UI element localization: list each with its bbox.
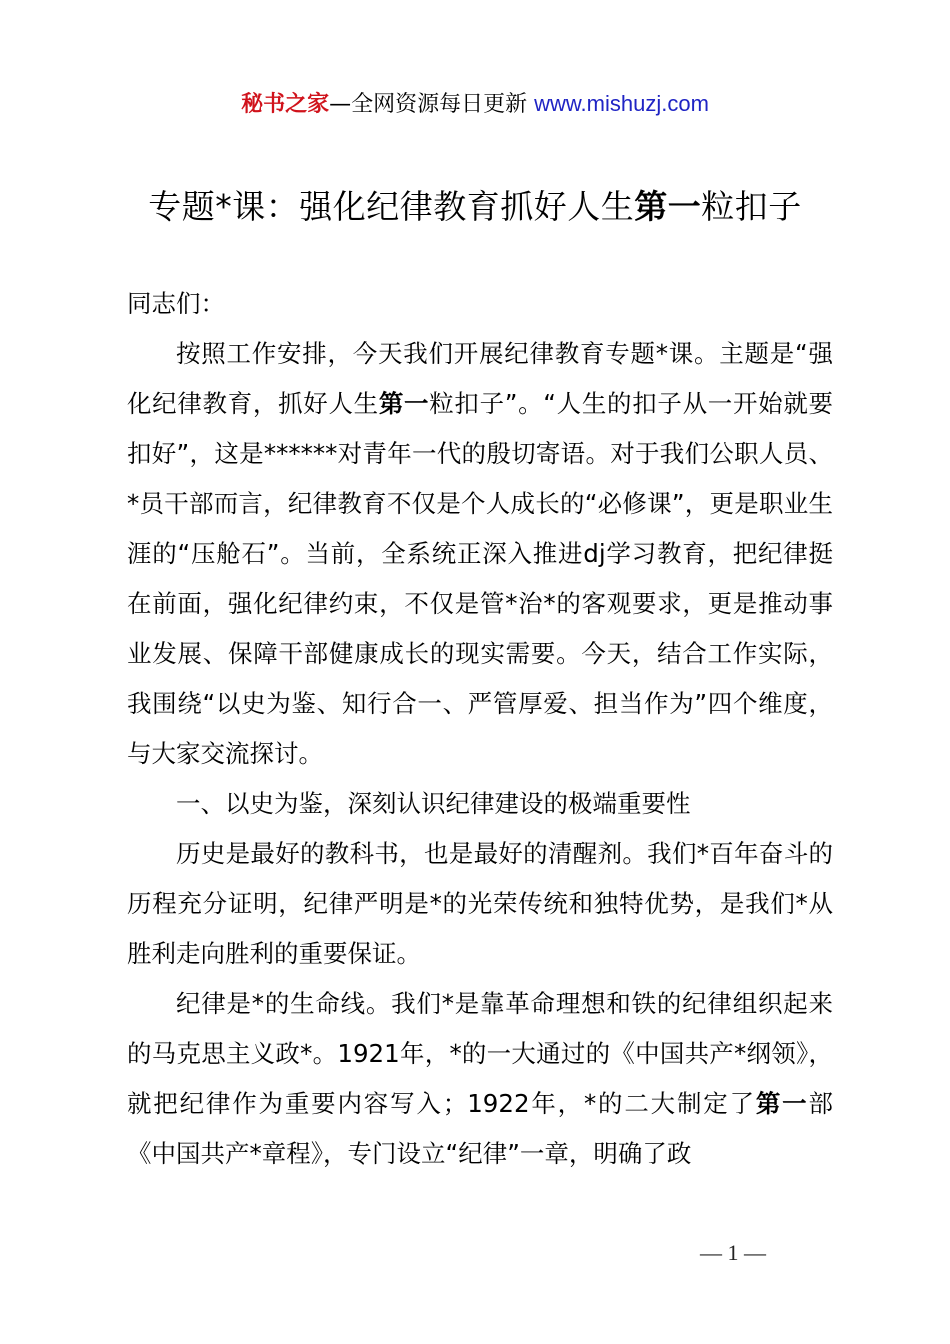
title-part2: 粒扣子 (701, 187, 802, 226)
paragraph-lifeline-bold: 第一 (755, 1089, 809, 1118)
header-url-link[interactable]: www.mishuzj.com (534, 91, 709, 116)
brand-name: 秘书之家 (241, 92, 330, 117)
section-heading-1: 一、以史为鉴，深刻认识纪律建设的极端重要性 (176, 789, 691, 818)
salutation: 同志们： (127, 289, 225, 318)
paragraph-lifeline-part2: 部《中国共产*章程》，专门设立“纪律”一章，明确了政 (127, 1089, 833, 1168)
paragraph-lifeline (127, 979, 833, 1179)
page-number: — 1 — (700, 1240, 766, 1265)
paragraph-lifeline-part1: 纪律是*的生命线。我们*是靠革命理想和铁的纪律组织起来的马克思主义政*。1921年，*的一大通过的《中国共产*纲领》，就把纪律作为重要内容写入；1922年，*的二大制定了 (127, 989, 833, 1118)
paragraph-intro-bold: 第一 (378, 389, 430, 418)
title-part1: 专题*课：强化纪律教育抓好人生 (148, 187, 635, 226)
paragraph-intro (127, 329, 833, 779)
document-title (0, 182, 950, 232)
document-body (127, 279, 833, 1179)
paragraph-intro-part2: 粒扣子”。“人生的扣子从一开始就要扣好”，这是******对青年一代的殷切寄语。对于我们公职人员、*员干部而言，纪律教育不仅是个人成长的“必修课”，更是职业生涯的“压舱石”。当前，全系统正深入推进dj学习教育，把纪律挺在前面，强化纪律约束，不仅是管*治*的客观要求，更是推动事业发展、保障干部健康成长的现实需要。今天，结合工作实际，我围绕“以史为鉴、知行合一、严管厚爱、担当作为”四个维度，与大家交流探讨。 (127, 389, 834, 768)
paragraph-intro-part1: 按照工作安排，今天我们开展纪律教育专题*课。主题是“强化纪律教育，抓好人生 (127, 339, 833, 418)
site-header (0, 88, 950, 121)
paragraph-history: 历史是最好的教科书，也是最好的清醒剂。我们*百年奋斗的历程充分证明，纪律严明是*的光荣传统和独特优势，是我们*从胜利走向胜利的重要保证。 (127, 839, 833, 968)
title-bold: 第一 (634, 187, 702, 226)
header-tagline: —全网资源每日更新 (329, 92, 535, 117)
